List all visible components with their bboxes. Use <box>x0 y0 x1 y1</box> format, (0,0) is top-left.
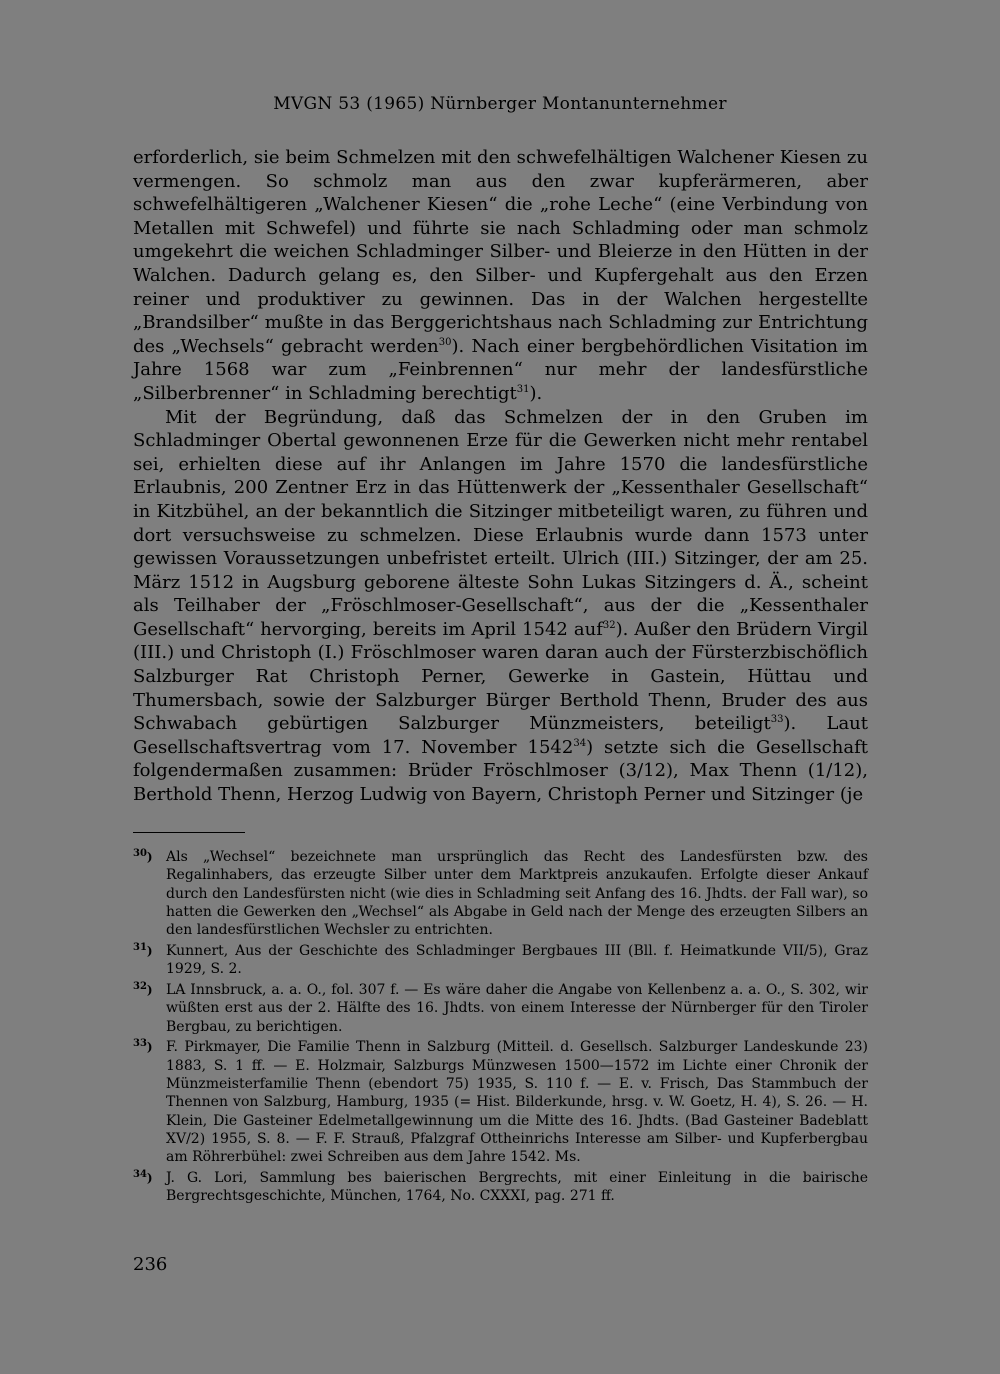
paragraph-1-part-a: erforderlich, sie beim Schmelzen mit den schwefelhältigen Walchener Kiesen zu vermengen. So schmolz man aus den zwar kupferärmeren, aber schwefelhältigeren „Walchener Kiesen“ die „rohe Leche“ (eine Verbindung von Metallen mit Schwefel) und führte sie nach Schladming oder man schmolz umgekehrt die weichen Schladminger Silber- und Bleierze in den Hütten in der Walchen. Dadurch gelang es, den Silber- und Kupfergehalt aus den Erzen reiner und produktiver zu gewinnen. Das in der Walchen hergestellte „Brandsilber“ mußte in das Berggerichtshaus nach Schladming zur Entrichtung des „Wechsels“ gebracht werden <box>133 147 868 357</box>
footnote-33 <box>133 1038 868 1166</box>
footnote-ref-30: 30 <box>438 336 452 348</box>
body-text <box>133 146 868 807</box>
footnote-text: Als „Wechsel“ bezeichnete man ursprünglich das Recht des Landesfürsten bzw. des Regalinhabers, das erzeugte Silber unter dem Marktpreis anzukaufen. Erfolgte dieser Ankauf durch den Landesfürsten nicht (wie dies in Schladming seit Anfang des 16. Jhdts. der Fall war), so hatten die Gewerken den „Wechsel“ als Abgabe in Geld nach der Menge des erzeugten Silbers an den landesfürstlichen Wechsler zu entrichten. <box>166 849 868 939</box>
paragraph-2-part-c: ). Laut Gesellschaftsvertrag vom 17. November 1542 <box>133 713 868 758</box>
footnote-number: $^{30}$) <box>133 848 153 864</box>
running-head: MVGN 53 (1965) Nürnberger Montanunternehmer <box>273 94 727 114</box>
paragraph-2-part-b: ). Außer den Brüdern Virgil (III.) und Christoph (I.) Fröschlmoser waren daran auch der Fürsterzbischöflich Salzburger Rat Christoph Perner, Gewerke in Gastein, Hüttau und Thumersbach, sowie der Salzburger Bürger Berthold Thenn, Bruder des aus Schwabach gebürtigen Salzburger Münzmeisters, beteiligt <box>133 618 869 735</box>
footnote-ref-33: 33 <box>770 714 784 726</box>
paragraph-2 <box>133 406 868 807</box>
paragraph-1-part-c: ). <box>529 382 543 404</box>
footnote-number: $^{33}$) <box>133 1038 153 1055</box>
footnote-number: $^{32}$) <box>133 981 153 998</box>
paragraph-1-part-b: ). Nach einer bergbehördlichen Visitation im Jahre 1568 war zum „Feinbrennen“ nur mehr der landesfürstliche „Silberbrenner“ in Schladming berechtigt <box>133 335 868 404</box>
footnote-31 <box>133 942 868 979</box>
footnote-ref-31: 31 <box>516 383 530 395</box>
paragraph-1 <box>133 146 868 406</box>
page-number: 236 <box>133 1254 168 1275</box>
footnote-number: $^{31}$) <box>133 941 153 958</box>
footnote-ref-34: 34 <box>573 737 587 749</box>
footnote-text: LA Innsbruck, a. a. O., fol. 307 f. — Es wäre daher die Angabe von Kellenbenz a. a. O., S. 302, wir wüßten erst aus der 2. Hälfte des 16. Jhdts. von einem Interesse der Nürnberger für den Tiroler Bergbau, zu berichtigen. <box>166 982 868 1035</box>
footnote-text: Kunnert, Aus der Geschichte des Schladminger Bergbaues III (Bll. f. Heimatkunde VII/5), Graz 1929, S. 2. <box>166 942 868 978</box>
footnote-34 <box>133 1169 868 1206</box>
footnotes <box>133 848 868 1208</box>
footnote-text: J. G. Lori, Sammlung bes baierischen Bergrechts, mit einer Einleitung in die bairische Bergrechtsgeschichte, München, 1764, No. CXXXI, pag. 271 ff. <box>166 1170 868 1205</box>
footnote-text: F. Pirkmayer, Die Familie Thenn in Salzburg (Mitteil. d. Gesellsch. Salzburger Landeskunde 23) 1883, S. 1 ff. — E. Holzmair, Salzburgs Münzwesen 1500—1572 im Lichte einer Chronik der Münzmeisterfamilie Thenn (ebendort 75) 1935, S. 110 f. — E. v. Frisch, Das Stammbuch der Thennen von Salzburg, Hamburg, 1935 (= Hist. Bilderkunde, hrsg. v. W. Goetz, H. 4), S. 26. — H. Klein, Die Gasteiner Edelmetallgewinnung um die Mitte des 16. Jhdts. (Bad Gasteiner Badeblatt XV/2) 1955, S. 8. — F. F. Strauß, Pfalzgraf Ottheinrichs Interesse am Silber- und Kupferbergbau am Röhrerbühel: zwei Schreiben aus dem Jahre 1542. Ms. <box>166 1039 868 1166</box>
paragraph-2-part-a: Mit der Begründung, daß das Schmelzen der in den Gruben im Schladminger Obertal gewonnenen Erze für die Gewerken nicht mehr rentabel sei, erhielten diese auf ihr Anlangen im Jahre 1570 die landesfürstliche Erlaubnis, 200 Zentner Erz in das Hüttenwerk der „Kessenthaler Gesellschaft“ in Kitzbühel, an der bekanntlich die Sitzinger mitbeteiligt waren, zu führen und dort versuchsweise zu schmelzen. Diese Erlaubnis wurde dann 1573 unter gewissen Voraussetzungen unbefristet erteilt. Ulrich (III.) Sitzinger, der am 25. März 1512 in Augsburg geborene älteste Sohn Lukas Sitzingers d. Ä., scheint als Teilhaber der „Fröschlmoser-Gesellschaft“, aus der die „Kessenthaler Gesellschaft“ hervorging, bereits im April 1542 auf <box>133 406 868 640</box>
paragraph-2-part-d: ) setzte sich die Gesellschaft folgendermaßen zusammen: Brüder Fröschlmoser (3/12), Max Thenn (1/12), Berthold Thenn, Herzog Ludwig von Bayern, Christoph Perner und Sitzinger (je <box>133 736 868 806</box>
footnote-30 <box>133 848 868 939</box>
footnote-number: $^{34}$) <box>133 1169 153 1186</box>
footnote-separator-rule <box>133 832 245 833</box>
footnote-32 <box>133 981 868 1036</box>
footnote-ref-32: 32 <box>602 619 616 631</box>
